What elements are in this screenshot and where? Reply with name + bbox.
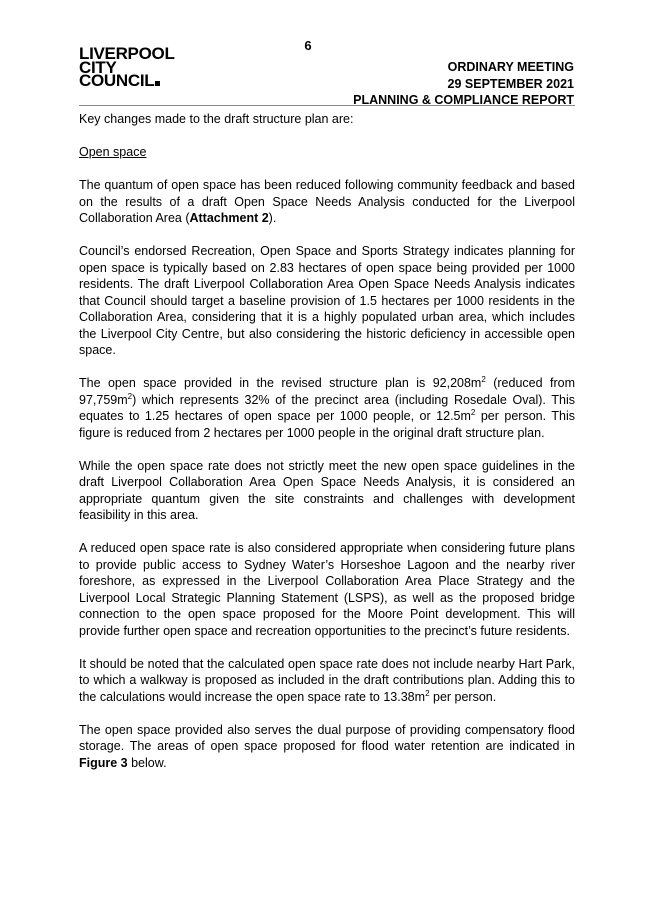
paragraph-6 bbox=[79, 656, 575, 706]
paragraph-3-text-b: (reduced from 97,759m bbox=[79, 376, 576, 407]
paragraph-5: A reduced open space rate is also considered appropriate when considering future plans to provide public access to Sydney Water’s Horseshoe Lagoon and the nearby river foreshore, as expressed in the Liverpool Collaboration Area Place Strategy and the Liverpool Local Strategic Planning Statement (LSPS), as well as the proposed bridge connection to the open space proposed for the Moore Point development. This will provide further open space and recreation opportunities to the precinct’s future residents. bbox=[79, 541, 575, 638]
page-number: 6 bbox=[304, 38, 312, 53]
meeting-date: 29 SEPTEMBER 2021 bbox=[447, 76, 574, 91]
logo-line-3: COUNCIL bbox=[79, 71, 155, 90]
intro-paragraph: Key changes made to the draft structure plan are: bbox=[79, 112, 354, 126]
logo-dot-icon bbox=[155, 81, 160, 86]
document-body bbox=[79, 111, 575, 788]
paragraph-7 bbox=[79, 722, 575, 772]
paragraph-1-text: The quantum of open space has been reduced following community feedback and based on the results of a draft Open Space Needs Analysis conducted for the Liverpool Collaboration Area ( bbox=[79, 178, 575, 225]
header-divider bbox=[79, 105, 575, 106]
paragraph-3-text-c: ) which represents 32% of the precinct area (including Rosedale Oval). This equates to 1.25 hectares of open space per 1000 people, or 12.5m bbox=[79, 392, 575, 423]
superscript: 2 bbox=[481, 374, 486, 384]
paragraph-6-text-b: per person. bbox=[429, 689, 497, 704]
superscript: 2 bbox=[470, 407, 476, 417]
attachment-reference: Attachment 2 bbox=[189, 211, 269, 225]
paragraph-3 bbox=[79, 375, 575, 441]
paragraph-7-text-b: below. bbox=[127, 755, 167, 770]
paragraph-1-text-end: ). bbox=[268, 211, 277, 225]
paragraph-3-text-a: The open space provided in the revised structure plan is 92,208m bbox=[79, 376, 482, 390]
paragraph-1 bbox=[79, 177, 575, 227]
figure-reference: Figure 3 bbox=[79, 755, 128, 770]
council-logo bbox=[79, 44, 175, 90]
logo-line-1: LIVERPOOL bbox=[79, 44, 175, 63]
paragraph-4: While the open space rate does not strictly meet the new open space guidelines in the draft Liverpool Collaboration Area Open Space Needs Analysis, it is considered an appropriate quantum given the site constraints and challenges with development feasibility in this area. bbox=[79, 458, 575, 522]
section-heading: Open space bbox=[79, 145, 147, 159]
meeting-title: ORDINARY MEETING bbox=[447, 60, 574, 74]
superscript: 2 bbox=[127, 391, 133, 401]
paragraph-7-text-a: The open space provided also serves the dual purpose of providing compensatory flood storage. The areas of open space proposed for flood water retention are indicated in bbox=[79, 722, 575, 753]
paragraph-6-text-a: It should be noted that the calculated open space rate does not include nearby Hart Park, to which a walkway is proposed as included in the draft contributions plan. Adding this to the calculations would increase the open space rate to 13.38m bbox=[79, 656, 575, 704]
paragraph-2: Council’s endorsed Recreation, Open Space and Sports Strategy indicates planning for open space is typically based on 2.83 hectares of open space being provided per 1000 residents. The draft Liverpool Collaboration Area Open Space Needs Analysis indicates that Council should target a baseline provision of 1.5 hectares per 1000 residents in the Collaboration Area, considering that it is a highly populated urban area, which includes the Liverpool City Centre, but also considering the historic deficiency in accessible open space. bbox=[79, 244, 575, 357]
paragraph-3-text-d: per person. This figure is reduced from 2 hectares per 1000 people in the original draft structure plan. bbox=[79, 409, 575, 440]
meeting-header bbox=[353, 59, 574, 109]
superscript: 2 bbox=[425, 688, 430, 698]
report-title: PLANNING & COMPLIANCE REPORT bbox=[353, 93, 574, 107]
logo-line-2: CITY bbox=[79, 57, 117, 77]
